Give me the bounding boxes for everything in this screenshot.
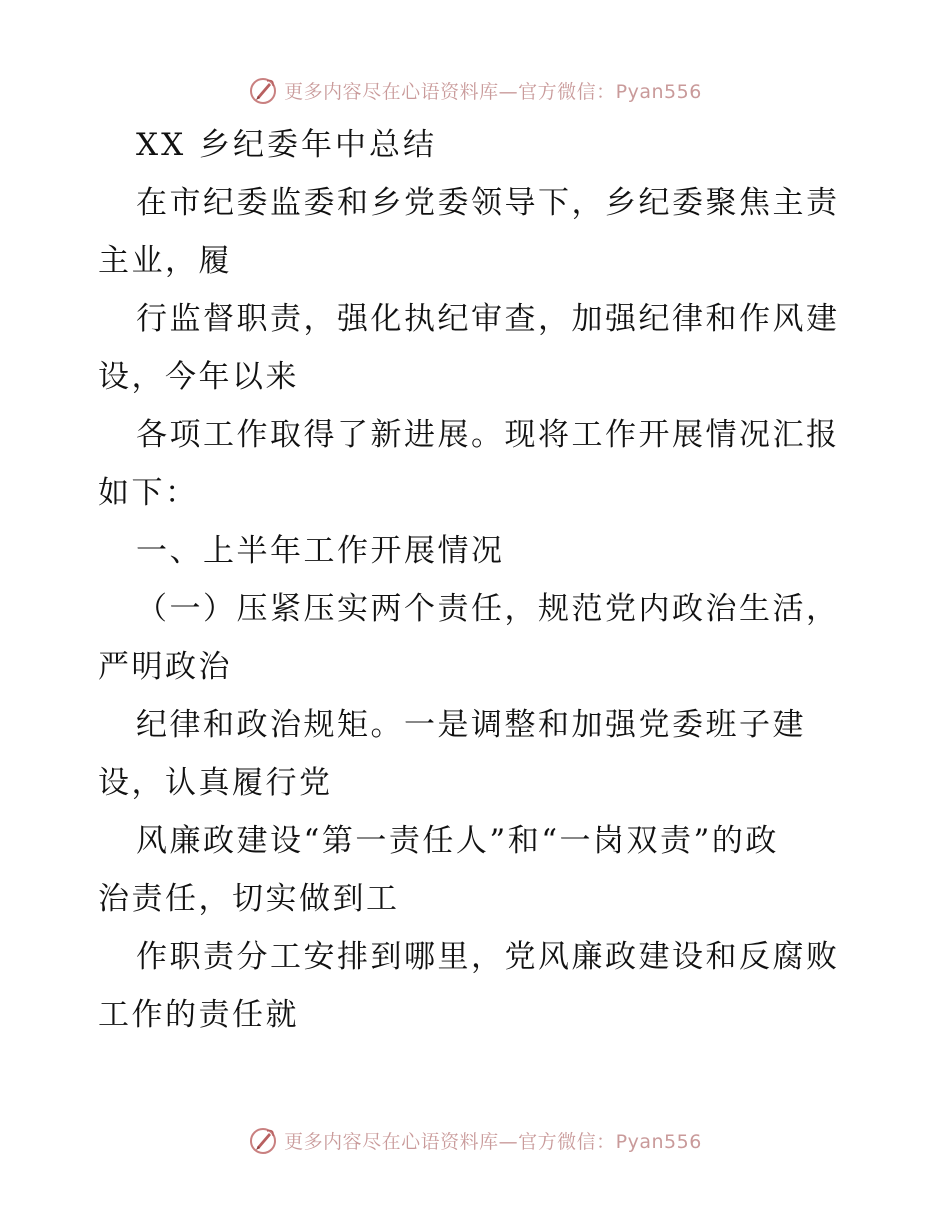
document-line: 一、上半年工作开展情况 (136, 533, 505, 569)
document-line: 作职责分工安排到哪里，党风廉政建设和反腐败 (136, 939, 840, 975)
watermark-text: 更多内容尽在心语资料库—官方微信：Pyan556 (284, 1130, 702, 1153)
document-line: 行监督职责，强化执纪审查，加强纪律和作风建 (136, 301, 840, 337)
document-line: 如下： (98, 475, 199, 511)
document-line: （一）压紧压实两个责任，规范党内政治生活， (136, 591, 840, 627)
document-line: 纪律和政治规矩。一是调整和加强党委班子建 (136, 707, 806, 743)
watermark-banner-top (0, 70, 950, 110)
document-line: 在市纪委监委和乡党委领导下，乡纪委聚焦主责 (136, 185, 840, 221)
document-line: 设，认真履行党 (98, 765, 333, 801)
document-line: 工作的责任就 (98, 997, 299, 1033)
document-line: 治责任，切实做到工 (98, 881, 400, 917)
document-line: 严明政治 (98, 649, 232, 685)
document-title: XX 乡纪委年中总结 (136, 127, 437, 163)
document-line: 设，今年以来 (98, 359, 299, 395)
document-body (98, 116, 868, 1044)
document-line: 各项工作取得了新进展。现将工作开展情况汇报 (136, 417, 840, 453)
quill-pen-logo-icon (248, 1125, 278, 1155)
document-line: 风廉政建设“第一责任人”和“一岗双责”的政 (136, 823, 779, 859)
document-line: 主业，履 (98, 243, 232, 279)
watermark-text: 更多内容尽在心语资料库—官方微信：Pyan556 (284, 80, 702, 103)
watermark-banner-bottom (0, 1120, 950, 1160)
quill-pen-logo-icon (248, 75, 278, 105)
